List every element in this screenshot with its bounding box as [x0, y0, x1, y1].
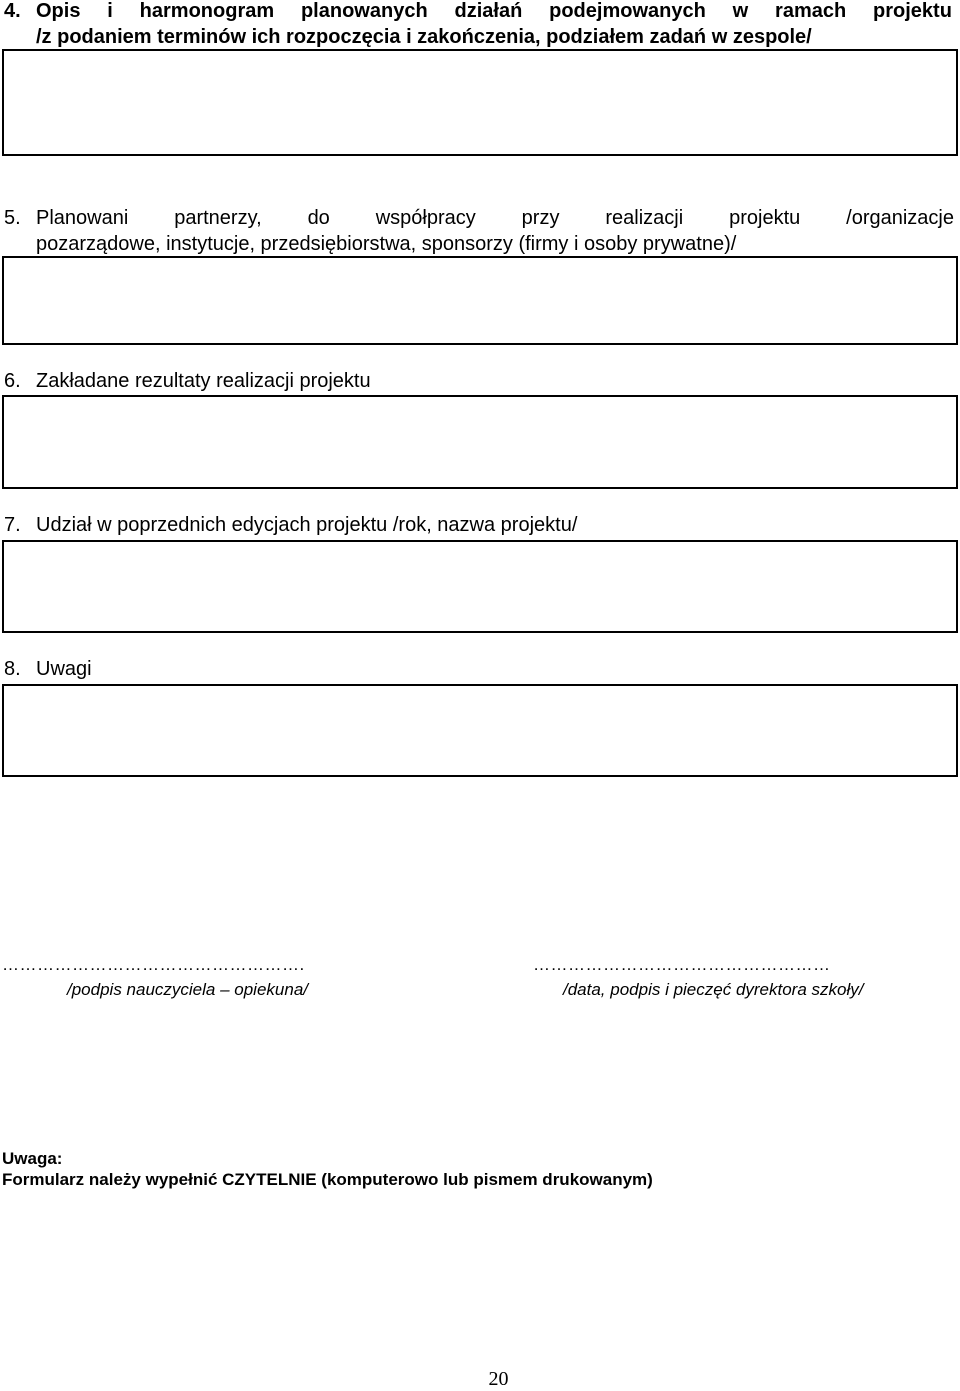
page-number: 20 [488, 1368, 509, 1390]
section-5-word: realizacji [605, 207, 684, 229]
section-4-word: ramach [775, 0, 847, 22]
section-4-word: Opis [36, 0, 81, 22]
director-signature-label: /data, podpis i pieczęć dyrektora szkoły/ [563, 980, 864, 999]
section-7-number: 7. [4, 514, 21, 536]
section-8-heading [0, 656, 958, 682]
section-4-word: w [732, 0, 749, 22]
section-4-word: działań [454, 0, 523, 22]
section-5-heading [0, 205, 958, 257]
note-title: Uwaga: [2, 1149, 63, 1168]
section-5-input-box[interactable] [2, 256, 958, 345]
section-4-heading-line-1 [0, 0, 958, 24]
section-5-heading-line-2: pozarządowe, instytucje, przedsiębiorstwa, sponsorzy (firmy i osoby prywatne)/ [36, 233, 737, 255]
section-4-word: harmonogram [139, 0, 275, 22]
section-8-title: Uwagi [36, 658, 92, 680]
section-5-word: przy [521, 207, 560, 229]
section-4-word: projektu [873, 0, 952, 22]
section-8-number: 8. [4, 658, 21, 680]
section-5-heading-line-1 [0, 205, 958, 231]
section-4-word: podejmowanych [549, 0, 706, 22]
section-4-word: planowanych [300, 0, 428, 22]
section-5-number: 5. [4, 207, 21, 229]
teacher-signature-line: ……………………………………………. [2, 955, 305, 974]
section-5-word: do [307, 207, 330, 229]
section-7-heading [0, 512, 958, 538]
section-5-word: Planowani [36, 207, 129, 229]
section-4-heading [0, 0, 958, 50]
section-7-input-box[interactable] [2, 540, 958, 633]
section-5-word: projektu [729, 207, 801, 229]
note-text: Formularz należy wypełnić CZYTELNIE (komputerowo lub pismem drukowanym) [2, 1170, 653, 1189]
section-8-input-box[interactable] [2, 684, 958, 777]
section-5-word: /organizacje [846, 207, 954, 229]
section-4-word: i [107, 0, 113, 22]
section-6-input-box[interactable] [2, 395, 958, 489]
section-5-word: partnerzy, [174, 207, 262, 229]
section-5-word: współpracy [375, 207, 476, 229]
director-signature-line: …………………………………………… [533, 955, 831, 974]
teacher-signature-label: /podpis nauczyciela – opiekuna/ [67, 980, 308, 999]
section-6-title: Zakładane rezultaty realizacji projektu [36, 370, 371, 392]
section-7-title: Udział w poprzednich edycjach projektu /rok, nazwa projektu/ [36, 514, 578, 536]
section-4-input-box[interactable] [2, 49, 958, 156]
section-6-number: 6. [4, 370, 21, 392]
section-4-number: 4. [4, 0, 21, 22]
section-4-heading-line-2: /z podaniem terminów ich rozpoczęcia i zakończenia, podziałem zadań w zespole/ [36, 26, 812, 48]
section-6-heading [0, 368, 958, 394]
